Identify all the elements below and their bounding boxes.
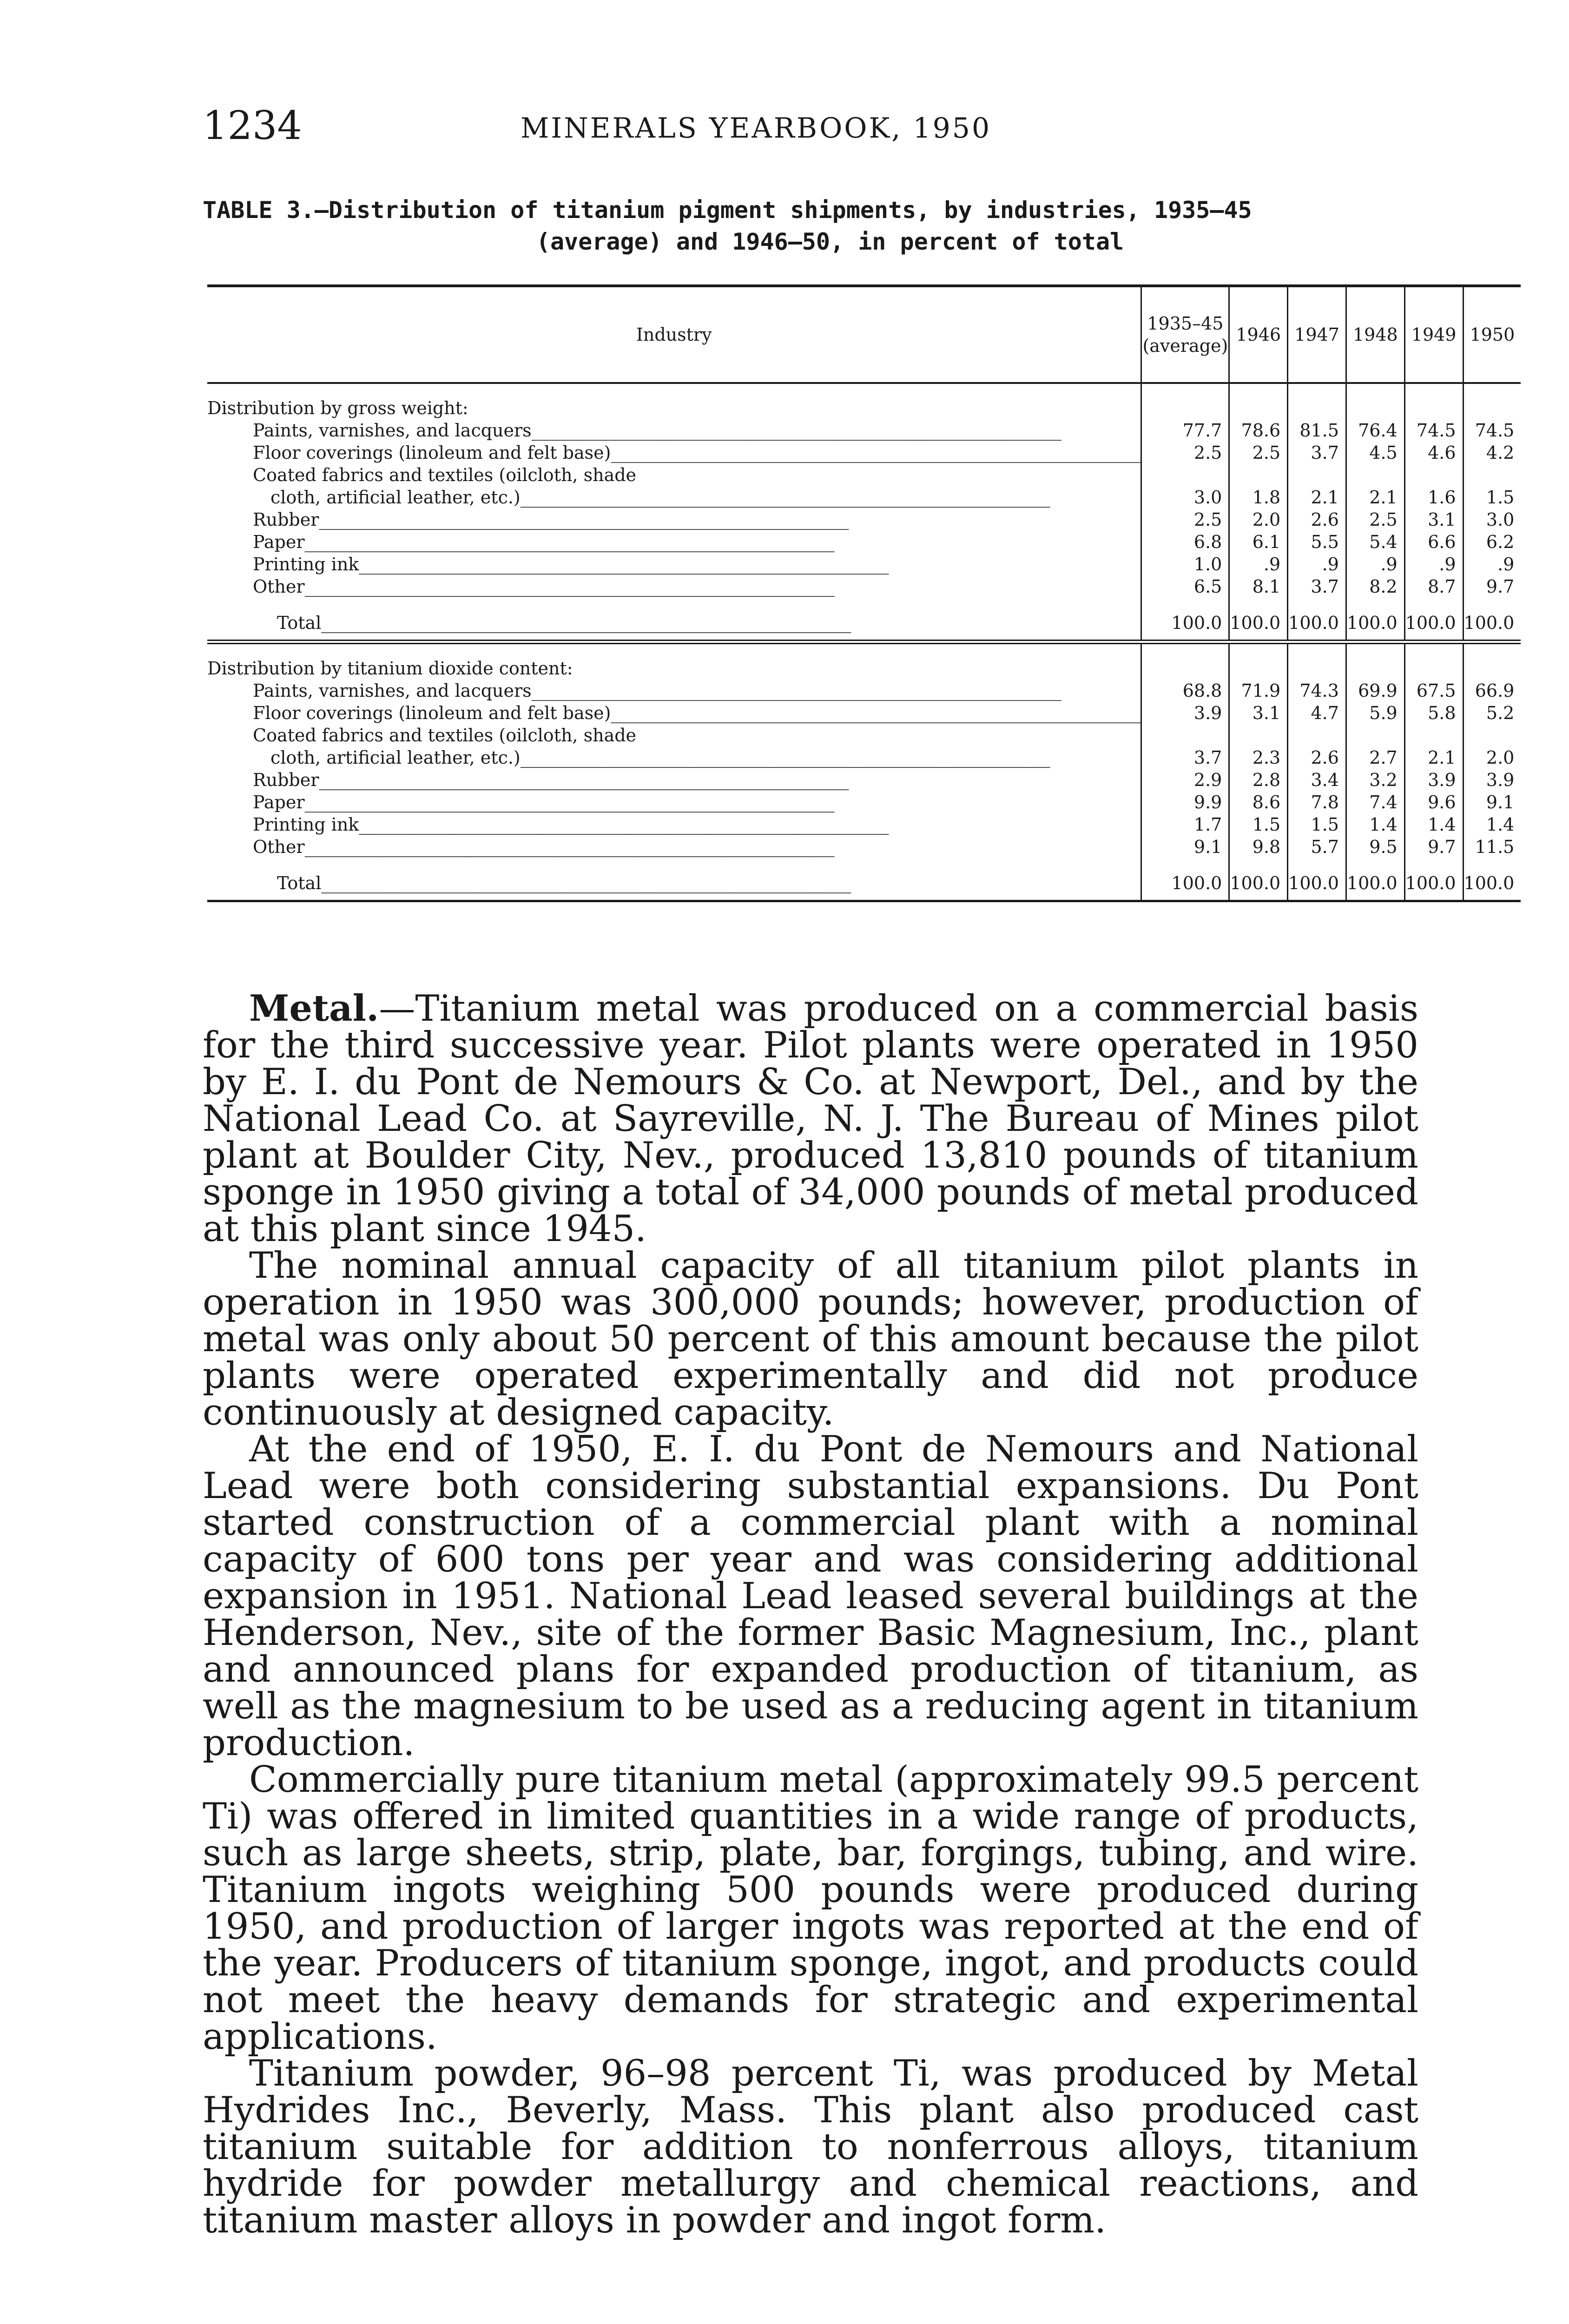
value-cell <box>1463 464 1521 486</box>
table-row <box>207 442 1521 464</box>
col-year: 1946 <box>1229 286 1288 383</box>
row-label-text: Paints, varnishes, and lacquers <box>253 420 532 441</box>
value-cell: 1.4 <box>1463 813 1521 836</box>
leader-dots: ____________________________________________________________ <box>321 873 851 893</box>
row-label <box>207 813 1141 836</box>
value-cell: 1.4 <box>1404 813 1463 836</box>
value-cell: 77.7 <box>1141 419 1229 442</box>
value-cell: 1.6 <box>1404 486 1463 508</box>
empty-cell <box>1463 642 1521 680</box>
row-label-text: Coated fabrics and textiles (oilcloth, shade <box>253 725 637 746</box>
value-cell: 2.5 <box>1141 508 1229 531</box>
value-cell <box>1229 464 1288 486</box>
value-cell: 2.3 <box>1229 746 1288 769</box>
value-cell: 11.5 <box>1463 836 1521 858</box>
total-cell: 100.0 <box>1346 598 1404 642</box>
value-cell: 1.5 <box>1229 813 1288 836</box>
value-cell: 5.8 <box>1404 702 1463 724</box>
total-cell: 100.0 <box>1463 598 1521 642</box>
value-cell: 5.4 <box>1346 531 1404 553</box>
value-cell: 3.0 <box>1141 486 1229 508</box>
value-cell: 76.4 <box>1346 419 1404 442</box>
row-label-text: Other <box>253 837 305 857</box>
value-cell: 3.0 <box>1463 508 1521 531</box>
empty-cell <box>1404 642 1463 680</box>
distribution-table <box>207 284 1515 902</box>
value-cell: 2.6 <box>1288 746 1346 769</box>
total-row <box>207 858 1521 901</box>
value-cell <box>1288 464 1346 486</box>
value-cell <box>1288 724 1346 746</box>
empty-cell <box>1404 383 1463 419</box>
value-cell: 2.9 <box>1141 769 1229 791</box>
value-cell: 2.0 <box>1229 508 1288 531</box>
row-label <box>207 680 1141 702</box>
value-cell: 5.7 <box>1288 836 1346 858</box>
value-cell: 4.2 <box>1463 442 1521 464</box>
table-row <box>207 486 1521 508</box>
row-label-text: Rubber <box>253 509 319 530</box>
value-cell <box>1141 724 1229 746</box>
row-label-text: Other <box>253 576 305 597</box>
value-cell: 3.1 <box>1229 702 1288 724</box>
total-cell: 100.0 <box>1141 598 1229 642</box>
table-row <box>207 419 1521 442</box>
total-cell: 100.0 <box>1288 598 1346 642</box>
row-label-text: Floor coverings (linoleum and felt base) <box>253 703 611 723</box>
col-average-note: (average) <box>1142 336 1228 356</box>
row-label <box>207 575 1141 598</box>
leader-dots: ____________________________________________________________ <box>321 613 851 633</box>
leader-dots: ____________________________________________________________ <box>611 442 1141 463</box>
total-label <box>207 858 1141 901</box>
row-label <box>207 531 1141 553</box>
value-cell: 6.6 <box>1404 531 1463 553</box>
row-label <box>207 553 1141 575</box>
leader-dots: ____________________________________________________________ <box>319 509 849 530</box>
value-cell: 1.7 <box>1141 813 1229 836</box>
total-cell: 100.0 <box>1404 598 1463 642</box>
section-heading: Distribution by gross weight: <box>207 398 468 418</box>
total-label <box>207 598 1141 642</box>
value-cell: .9 <box>1404 553 1463 575</box>
value-cell: 9.6 <box>1404 791 1463 813</box>
caption-line-2: (average) and 1946–50, in percent of total <box>536 228 1124 255</box>
value-cell: 9.1 <box>1463 791 1521 813</box>
value-cell: 4.6 <box>1404 442 1463 464</box>
value-cell: .9 <box>1288 553 1346 575</box>
table-row <box>207 813 1521 836</box>
table-body <box>207 383 1521 901</box>
table-row <box>207 746 1521 769</box>
empty-cell <box>1229 383 1288 419</box>
value-cell: 8.1 <box>1229 575 1288 598</box>
value-cell: 1.0 <box>1141 553 1229 575</box>
value-cell: 6.1 <box>1229 531 1288 553</box>
value-cell: 2.1 <box>1346 486 1404 508</box>
value-cell: 9.8 <box>1229 836 1288 858</box>
row-label-text: Paints, varnishes, and lacquers <box>253 680 532 701</box>
table-row <box>207 531 1521 553</box>
table-caption <box>203 194 1411 257</box>
body-text <box>203 987 1418 2241</box>
value-cell <box>1404 464 1463 486</box>
value-cell: 9.7 <box>1404 836 1463 858</box>
value-cell: 6.5 <box>1141 575 1229 598</box>
value-cell: 3.7 <box>1141 746 1229 769</box>
table-row <box>207 702 1521 724</box>
table-header-row <box>207 286 1521 383</box>
section-heading-row <box>207 383 1521 419</box>
value-cell: 8.2 <box>1346 575 1404 598</box>
value-cell: 3.4 <box>1288 769 1346 791</box>
total-cell: 100.0 <box>1229 858 1288 901</box>
value-cell: 78.6 <box>1229 419 1288 442</box>
section-heading-row <box>207 642 1521 680</box>
table-row <box>207 724 1521 746</box>
col-average-years: 1935–45 <box>1147 313 1224 334</box>
table-row <box>207 553 1521 575</box>
paragraph: Commercially pure titanium metal (approximately 99.5 percent Ti) was offered in limited quantities in a wide range of products, such as large sheets, strip, plate, bar, forgings, tubing, and wire. Titanium ingots weighing 500 pounds were produced during 1950, and production of larger ingots was reported at the end of the year. Producers of titanium sponge, ingot, and products could not meet the heavy demands for strategic and experimental applications. <box>203 1759 1418 2058</box>
leader-dots: ____________________________________________________________ <box>611 703 1141 723</box>
paragraph-text: —Titanium metal was produced on a commercial basis for the third successive year. Pilot plants were operated in 1950 by E. I. du Pont de Nemours & Co. at Newport, Del., and by the National Lead Co. at Sayreville, N. J. The Bureau of Mines pilot plant at Boulder City, Nev., produced 13,810 pounds of titanium sponge in 1950 giving a total of 34,000 pounds of metal produced at this plant since 1945. <box>203 988 1418 1250</box>
row-label-text: Coated fabrics and textiles (oilcloth, shade <box>253 465 637 485</box>
value-cell: .9 <box>1346 553 1404 575</box>
value-cell <box>1346 724 1404 746</box>
table-row <box>207 575 1521 598</box>
row-label <box>207 724 1141 746</box>
value-cell: 1.8 <box>1229 486 1288 508</box>
leader-dots: ____________________________________________________________ <box>304 792 835 812</box>
value-cell <box>1346 464 1404 486</box>
value-cell: 8.6 <box>1229 791 1288 813</box>
value-cell: 3.7 <box>1288 575 1346 598</box>
paragraph <box>203 987 1418 1250</box>
value-cell: 74.5 <box>1404 419 1463 442</box>
value-cell: 3.9 <box>1404 769 1463 791</box>
paragraph: The nominal annual capacity of all titanium pilot plants in operation in 1950 was 300,000 pounds; however, production of metal was only about 50 percent of this amount because the pilot plants were operated experimentally and did not produce continuously at designed capacity. <box>203 1245 1418 1433</box>
value-cell: 9.1 <box>1141 836 1229 858</box>
value-cell <box>1404 724 1463 746</box>
table-row <box>207 769 1521 791</box>
value-cell: 8.7 <box>1404 575 1463 598</box>
col-year: 1949 <box>1404 286 1463 383</box>
value-cell: 2.5 <box>1346 508 1404 531</box>
value-cell: 5.5 <box>1288 531 1346 553</box>
total-cell: 100.0 <box>1288 858 1346 901</box>
row-label <box>207 508 1141 531</box>
value-cell: 3.2 <box>1346 769 1404 791</box>
leader-dots: ____________________________________________________________ <box>520 487 1050 508</box>
value-cell: 2.8 <box>1229 769 1288 791</box>
value-cell: 3.1 <box>1404 508 1463 531</box>
value-cell: 6.2 <box>1463 531 1521 553</box>
table-row <box>207 791 1521 813</box>
value-cell: 81.5 <box>1288 419 1346 442</box>
table-row <box>207 836 1521 858</box>
total-label-text: Total <box>277 873 322 893</box>
total-row <box>207 598 1521 642</box>
row-label-text: Rubber <box>253 770 319 790</box>
value-cell: 4.5 <box>1346 442 1404 464</box>
empty-cell <box>1229 642 1288 680</box>
row-label <box>207 836 1141 858</box>
value-cell <box>1463 724 1521 746</box>
row-label-text: Printing ink <box>253 814 359 835</box>
col-year: 1948 <box>1346 286 1404 383</box>
value-cell: 67.5 <box>1404 680 1463 702</box>
value-cell: 1.5 <box>1463 486 1521 508</box>
caption-line-1: TABLE 3.—Distribution of titanium pigment shipments, by industries, 1935–45 <box>203 197 1252 224</box>
leader-dots: ____________________________________________________________ <box>304 837 835 857</box>
value-cell: 5.2 <box>1463 702 1521 724</box>
value-cell: 9.9 <box>1141 791 1229 813</box>
row-label-text: Printing ink <box>253 554 359 574</box>
value-cell: 2.7 <box>1346 746 1404 769</box>
leader-dots: ____________________________________________________________ <box>520 747 1050 768</box>
value-cell: 6.8 <box>1141 531 1229 553</box>
col-industry: Industry <box>207 286 1141 383</box>
row-label-text: cloth, artificial leather, etc.) <box>270 747 521 768</box>
leader-dots: ____________________________________________________________ <box>531 420 1061 441</box>
value-cell: 7.4 <box>1346 791 1404 813</box>
value-cell: 69.9 <box>1346 680 1404 702</box>
value-cell: 68.8 <box>1141 680 1229 702</box>
section-heading: Distribution by titanium dioxide content: <box>207 658 573 679</box>
value-cell: 74.5 <box>1463 419 1521 442</box>
total-cell: 100.0 <box>1463 858 1521 901</box>
page-number: 1234 <box>203 103 302 148</box>
row-label <box>207 791 1141 813</box>
row-label <box>207 464 1141 486</box>
empty-cell <box>1141 383 1229 419</box>
value-cell: .9 <box>1463 553 1521 575</box>
value-cell: 2.1 <box>1404 746 1463 769</box>
paragraph: Titanium powder, 96–98 percent Ti, was produced by Metal Hydrides Inc., Beverly, Mass. This plant also produced cast titanium suitable for addition to nonferrous alloys, titanium hydride for powder metallurgy and chemical reactions, and titanium master alloys in powder and ingot form. <box>203 2053 1418 2241</box>
total-cell: 100.0 <box>1229 598 1288 642</box>
value-cell: 2.5 <box>1229 442 1288 464</box>
row-label <box>207 769 1141 791</box>
value-cell: .9 <box>1229 553 1288 575</box>
value-cell <box>1229 724 1288 746</box>
empty-cell <box>1288 383 1346 419</box>
row-label <box>207 419 1141 442</box>
value-cell: 4.7 <box>1288 702 1346 724</box>
section-lead: Metal. <box>249 987 379 1030</box>
leader-dots: ____________________________________________________________ <box>304 576 835 597</box>
total-cell: 100.0 <box>1404 858 1463 901</box>
total-cell: 100.0 <box>1346 858 1404 901</box>
row-label-text: Paper <box>253 532 305 552</box>
paragraph: At the end of 1950, E. I. du Pont de Nemours and National Lead were both considering substantial expansions. Du Pont started construction of a commercial plant with a nominal capacity of 600 tons per year and was considering additional expansion in 1951. National Lead leased several buildings at the Henderson, Nev., site of the former Basic Magnesium, Inc., plant and announced plans for expanded production of titanium, as well as the magnesium to be used as a reducing agent in titanium production. <box>203 1428 1418 1764</box>
leader-dots: ____________________________________________________________ <box>319 770 849 790</box>
value-cell: 2.6 <box>1288 508 1346 531</box>
value-cell: 3.9 <box>1141 702 1229 724</box>
value-cell: 1.5 <box>1288 813 1346 836</box>
leader-dots: ____________________________________________________________ <box>304 532 835 552</box>
leader-dots: ____________________________________________________________ <box>359 814 889 835</box>
leader-dots: ____________________________________________________________ <box>531 680 1061 701</box>
value-cell: 7.8 <box>1288 791 1346 813</box>
value-cell: 5.9 <box>1346 702 1404 724</box>
total-cell: 100.0 <box>1141 858 1229 901</box>
row-label-text: cloth, artificial leather, etc.) <box>270 487 521 508</box>
value-cell: 2.1 <box>1288 486 1346 508</box>
row-label <box>207 702 1141 724</box>
row-label <box>207 746 1141 769</box>
value-cell: 3.9 <box>1463 769 1521 791</box>
value-cell <box>1141 464 1229 486</box>
value-cell: 3.7 <box>1288 442 1346 464</box>
table-row <box>207 508 1521 531</box>
table-row <box>207 680 1521 702</box>
empty-cell <box>1346 383 1404 419</box>
value-cell: 9.7 <box>1463 575 1521 598</box>
value-cell: 71.9 <box>1229 680 1288 702</box>
empty-cell <box>1288 642 1346 680</box>
empty-cell <box>1463 383 1521 419</box>
row-label-text: Paper <box>253 792 305 812</box>
value-cell: 1.4 <box>1346 813 1404 836</box>
empty-cell <box>1141 642 1229 680</box>
leader-dots: ____________________________________________________________ <box>359 554 889 574</box>
value-cell: 2.5 <box>1141 442 1229 464</box>
value-cell: 9.5 <box>1346 836 1404 858</box>
row-label-text: Floor coverings (linoleum and felt base) <box>253 442 611 463</box>
col-year: 1950 <box>1463 286 1521 383</box>
value-cell: 66.9 <box>1463 680 1521 702</box>
col-year: 1947 <box>1288 286 1346 383</box>
empty-cell <box>1346 642 1404 680</box>
table-row <box>207 464 1521 486</box>
total-label-text: Total <box>277 613 322 633</box>
col-average <box>1141 286 1229 383</box>
value-cell: 2.0 <box>1463 746 1521 769</box>
row-label <box>207 442 1141 464</box>
row-label <box>207 486 1141 508</box>
value-cell: 74.3 <box>1288 680 1346 702</box>
running-title: MINERALS YEARBOOK, 1950 <box>521 112 992 145</box>
